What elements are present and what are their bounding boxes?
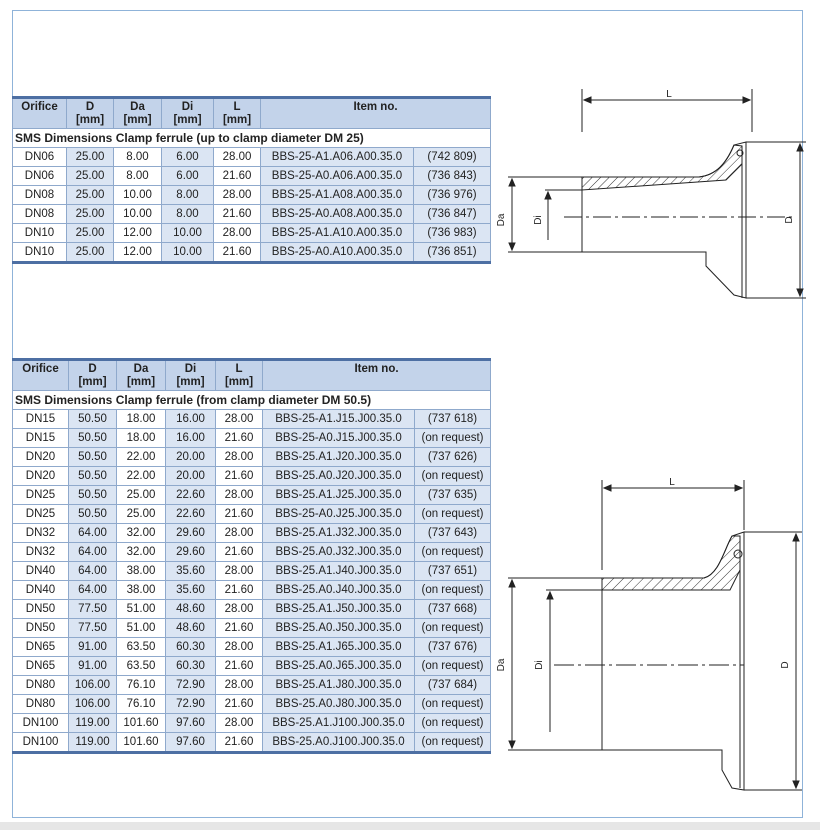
cell-item-code: (on request): [415, 581, 491, 600]
cell-da: 25.00: [117, 486, 166, 505]
table-row: [13, 562, 491, 581]
cell-orifice: DN100: [13, 714, 69, 733]
arrow-head: [545, 192, 551, 199]
cell-item-code: (on request): [415, 714, 491, 733]
cell-d: 77.50: [69, 619, 117, 638]
cell-d: 50.50: [69, 429, 117, 448]
cell-item-code: (742 809): [414, 148, 491, 167]
cell-l: 28.00: [214, 148, 261, 167]
cell-d: 25.00: [67, 148, 114, 167]
arrow-head: [584, 97, 591, 103]
cell-di: 60.30: [166, 657, 216, 676]
cell-orifice: DN65: [13, 638, 69, 657]
cell-item-code: (736 983): [414, 224, 491, 243]
cell-l: 28.00: [216, 714, 263, 733]
cell-di: 6.00: [162, 148, 214, 167]
table-title-row: [13, 391, 491, 410]
arrow-head: [797, 144, 803, 151]
header-da: Da [mm]: [114, 98, 162, 129]
cell-d: 25.00: [67, 167, 114, 186]
cell-item-code: (737 635): [415, 486, 491, 505]
cell-orifice: DN15: [13, 410, 69, 429]
table-row: [13, 224, 491, 243]
table-title: SMS Dimensions Clamp ferrule (up to clamp diameter DM 25): [13, 129, 491, 148]
cell-da: 76.10: [117, 695, 166, 714]
cell-di: 8.00: [162, 205, 214, 224]
cell-d: 119.00: [69, 714, 117, 733]
table-row: [13, 186, 491, 205]
cell-di: 10.00: [162, 243, 214, 263]
cell-da: 22.00: [117, 467, 166, 486]
ferrule-wall: [602, 536, 740, 590]
cell-da: 32.00: [117, 543, 166, 562]
cell-item-no: BBS-25.A1.J65.J00.35.0: [263, 638, 415, 657]
cell-item-no: BBS-25-A0.J25.J00.35.0: [263, 505, 415, 524]
cell-item-code: (737 626): [415, 448, 491, 467]
cell-da: 101.60: [117, 714, 166, 733]
cell-orifice: DN32: [13, 543, 69, 562]
cell-item-no: BBS-25.A0.J40.J00.35.0: [263, 581, 415, 600]
ferrule-drawing-dm25: [494, 80, 809, 305]
table-row: [13, 148, 491, 167]
header-d: D [mm]: [69, 360, 117, 391]
arrow-head: [509, 179, 515, 186]
cell-item-code: (737 684): [415, 676, 491, 695]
cell-item-code: (on request): [415, 733, 491, 753]
cell-l: 28.00: [216, 676, 263, 695]
cell-l: 21.60: [216, 733, 263, 753]
cell-l: 21.60: [214, 243, 261, 263]
cell-da: 12.00: [114, 243, 162, 263]
cell-da: 18.00: [117, 410, 166, 429]
cell-da: 51.00: [117, 600, 166, 619]
arrow-head: [604, 485, 611, 491]
cell-item-code: (on request): [415, 467, 491, 486]
cell-da: 76.10: [117, 676, 166, 695]
cell-item-no: BBS-25.A1.J20.J00.35.0: [263, 448, 415, 467]
cell-item-no: BBS-25.A0.J32.J00.35.0: [263, 543, 415, 562]
cell-orifice: DN40: [13, 581, 69, 600]
table-row: [13, 410, 491, 429]
cell-d: 106.00: [69, 676, 117, 695]
cell-di: 22.60: [166, 505, 216, 524]
cell-orifice: DN80: [13, 676, 69, 695]
table-row: [13, 467, 491, 486]
header-l: L [mm]: [216, 360, 263, 391]
cell-di: 72.90: [166, 676, 216, 695]
cell-di: 35.60: [166, 581, 216, 600]
table-row: [13, 524, 491, 543]
table-row: [13, 657, 491, 676]
table-row: [13, 619, 491, 638]
cell-da: 8.00: [114, 167, 162, 186]
ferrule-drawing-dm50: [494, 470, 809, 800]
table-title-row: [13, 129, 491, 148]
cell-item-no: BBS-25.A0.J100.J00.35.0: [263, 733, 415, 753]
table-row: [13, 243, 491, 263]
cell-item-code: (736 843): [414, 167, 491, 186]
cell-item-code: (on request): [415, 695, 491, 714]
cell-item-no: BBS-25.A1.J50.J00.35.0: [263, 600, 415, 619]
cell-d: 91.00: [69, 638, 117, 657]
cell-item-code: (on request): [415, 619, 491, 638]
cell-item-code: (737 618): [415, 410, 491, 429]
cell-item-no: BBS-25.A0.J65.J00.35.0: [263, 657, 415, 676]
cell-item-code: (on request): [415, 543, 491, 562]
cell-item-no: BBS-25-A1.J15.J00.35.0: [263, 410, 415, 429]
label-da: Da: [496, 658, 507, 672]
cell-orifice: DN50: [13, 600, 69, 619]
bottom-strip: [0, 822, 820, 830]
table-row: [13, 714, 491, 733]
cell-item-no: BBS-25.A0.J20.J00.35.0: [263, 467, 415, 486]
cell-d: 64.00: [69, 543, 117, 562]
cell-di: 20.00: [166, 467, 216, 486]
table-row: [13, 733, 491, 753]
cell-d: 25.00: [67, 186, 114, 205]
cell-d: 50.50: [69, 505, 117, 524]
cell-orifice: DN08: [13, 205, 67, 224]
header-l: L [mm]: [214, 98, 261, 129]
cell-orifice: DN32: [13, 524, 69, 543]
cell-l: 21.60: [216, 543, 263, 562]
arrow-head: [793, 534, 799, 541]
cell-item-no: BBS-25.A1.J32.J00.35.0: [263, 524, 415, 543]
cell-orifice: DN25: [13, 486, 69, 505]
table-row: [13, 429, 491, 448]
cell-di: 29.60: [166, 543, 216, 562]
cell-di: 35.60: [166, 562, 216, 581]
cell-l: 21.60: [216, 619, 263, 638]
cell-orifice: DN80: [13, 695, 69, 714]
cell-item-code: (on request): [415, 657, 491, 676]
ferrule-wall: [582, 145, 742, 190]
cell-l: 21.60: [216, 581, 263, 600]
cell-l: 28.00: [216, 448, 263, 467]
table-header-row: [13, 98, 491, 129]
cell-da: 18.00: [117, 429, 166, 448]
cell-item-no: BBS-25.A1.J25.J00.35.0: [263, 486, 415, 505]
label-di: Di: [533, 215, 544, 225]
cell-d: 119.00: [69, 733, 117, 753]
cell-l: 21.60: [216, 695, 263, 714]
cell-l: 21.60: [216, 505, 263, 524]
cell-d: 64.00: [69, 562, 117, 581]
cell-item-no: BBS-25-A1.A08.A00.35.0: [261, 186, 414, 205]
header-di: Di [mm]: [166, 360, 216, 391]
cell-da: 51.00: [117, 619, 166, 638]
arrow-head: [547, 592, 553, 599]
cell-d: 25.00: [67, 224, 114, 243]
cell-d: 25.00: [67, 205, 114, 224]
cell-d: 50.50: [69, 467, 117, 486]
cell-orifice: DN20: [13, 467, 69, 486]
label-d: D: [784, 216, 795, 224]
cell-item-no: BBS-25.A1.J40.J00.35.0: [263, 562, 415, 581]
cell-item-no: BBS-25.A0.J80.J00.35.0: [263, 695, 415, 714]
cell-l: 21.60: [216, 467, 263, 486]
cell-di: 48.60: [166, 619, 216, 638]
table-row: [13, 543, 491, 562]
table-title: SMS Dimensions Clamp ferrule (from clamp diameter DM 50.5): [13, 391, 491, 410]
cell-d: 64.00: [69, 524, 117, 543]
header-item-no: Item no.: [263, 360, 491, 391]
table-row: [13, 505, 491, 524]
label-da: Da: [496, 213, 507, 227]
cell-item-no: BBS-25.A1.J80.J00.35.0: [263, 676, 415, 695]
table-row: [13, 676, 491, 695]
cell-l: 21.60: [214, 167, 261, 186]
arrow-head: [509, 741, 515, 748]
cell-orifice: DN100: [13, 733, 69, 753]
cell-l: 21.60: [214, 205, 261, 224]
cell-di: 48.60: [166, 600, 216, 619]
label-d: D: [780, 661, 791, 669]
cell-di: 97.60: [166, 733, 216, 753]
cell-orifice: DN15: [13, 429, 69, 448]
table-row: [13, 638, 491, 657]
cell-l: 21.60: [216, 429, 263, 448]
cell-da: 22.00: [117, 448, 166, 467]
cell-orifice: DN65: [13, 657, 69, 676]
cell-di: 10.00: [162, 224, 214, 243]
cell-d: 77.50: [69, 600, 117, 619]
header-da: Da [mm]: [117, 360, 166, 391]
cell-item-no: BBS-25-A0.J15.J00.35.0: [263, 429, 415, 448]
table-row: [13, 695, 491, 714]
table-row: [13, 486, 491, 505]
cell-da: 10.00: [114, 205, 162, 224]
dimensions-table-dm50: [12, 358, 491, 754]
cell-item-code: (736 976): [414, 186, 491, 205]
cell-item-code: (737 643): [415, 524, 491, 543]
cell-orifice: DN06: [13, 148, 67, 167]
label-di: Di: [534, 660, 545, 670]
cell-da: 63.50: [117, 638, 166, 657]
cell-item-code: (737 668): [415, 600, 491, 619]
header-orifice: Orifice: [13, 360, 69, 391]
table-row: [13, 600, 491, 619]
cell-l: 28.00: [216, 600, 263, 619]
cell-da: 63.50: [117, 657, 166, 676]
cell-di: 22.60: [166, 486, 216, 505]
arrow-head: [509, 580, 515, 587]
cell-l: 28.00: [216, 524, 263, 543]
cell-d: 64.00: [69, 581, 117, 600]
cell-d: 50.50: [69, 486, 117, 505]
cell-di: 20.00: [166, 448, 216, 467]
cell-orifice: DN40: [13, 562, 69, 581]
cell-di: 72.90: [166, 695, 216, 714]
cell-orifice: DN10: [13, 243, 67, 263]
cell-da: 25.00: [117, 505, 166, 524]
cell-item-no: BBS-25-A0.A10.A00.35.0: [261, 243, 414, 263]
cell-d: 50.50: [69, 410, 117, 429]
cell-d: 25.00: [67, 243, 114, 263]
cell-l: 28.00: [214, 224, 261, 243]
arrow-head: [797, 289, 803, 296]
cell-l: 28.00: [214, 186, 261, 205]
table-header-row: [13, 360, 491, 391]
cell-item-code: (on request): [415, 429, 491, 448]
cell-da: 38.00: [117, 562, 166, 581]
cell-da: 101.60: [117, 733, 166, 753]
cell-l: 28.00: [216, 562, 263, 581]
cell-orifice: DN10: [13, 224, 67, 243]
table-row: [13, 448, 491, 467]
table-row: [13, 581, 491, 600]
cell-l: 28.00: [216, 410, 263, 429]
arrow-head: [509, 243, 515, 250]
header-di: Di [mm]: [162, 98, 214, 129]
cell-item-code: (737 651): [415, 562, 491, 581]
cell-item-code: (736 847): [414, 205, 491, 224]
header-item-no: Item no.: [261, 98, 491, 129]
cell-item-code: (736 851): [414, 243, 491, 263]
cell-item-code: (on request): [415, 505, 491, 524]
arrow-head: [743, 97, 750, 103]
cell-item-no: BBS-25-A0.A08.A00.35.0: [261, 205, 414, 224]
cell-di: 60.30: [166, 638, 216, 657]
cell-orifice: DN06: [13, 167, 67, 186]
cell-d: 106.00: [69, 695, 117, 714]
cell-di: 97.60: [166, 714, 216, 733]
cell-da: 10.00: [114, 186, 162, 205]
cell-di: 8.00: [162, 186, 214, 205]
dimensions-table-dm25: [12, 96, 491, 264]
label-l: L: [666, 89, 672, 100]
cell-orifice: DN20: [13, 448, 69, 467]
cell-item-no: BBS-25-A1.A06.A00.35.0: [261, 148, 414, 167]
header-d: D [mm]: [67, 98, 114, 129]
table-row: [13, 167, 491, 186]
cell-item-code: (737 676): [415, 638, 491, 657]
cell-da: 32.00: [117, 524, 166, 543]
cell-da: 12.00: [114, 224, 162, 243]
arrow-head: [793, 781, 799, 788]
cell-l: 21.60: [216, 657, 263, 676]
cell-item-no: BBS-25-A0.A06.A00.35.0: [261, 167, 414, 186]
table-row: [13, 205, 491, 224]
cell-da: 38.00: [117, 581, 166, 600]
cell-l: 28.00: [216, 486, 263, 505]
cell-di: 29.60: [166, 524, 216, 543]
cell-item-no: BBS-25-A1.A10.A00.35.0: [261, 224, 414, 243]
cell-d: 91.00: [69, 657, 117, 676]
arrow-head: [735, 485, 742, 491]
cell-item-no: BBS-25.A1.J100.J00.35.0: [263, 714, 415, 733]
cell-orifice: DN50: [13, 619, 69, 638]
cell-orifice: DN08: [13, 186, 67, 205]
header-orifice: Orifice: [13, 98, 67, 129]
cell-da: 8.00: [114, 148, 162, 167]
cell-d: 50.50: [69, 448, 117, 467]
cell-item-no: BBS-25.A0.J50.J00.35.0: [263, 619, 415, 638]
cell-di: 16.00: [166, 410, 216, 429]
label-l: L: [669, 477, 675, 488]
cell-l: 28.00: [216, 638, 263, 657]
cell-orifice: DN25: [13, 505, 69, 524]
cell-di: 6.00: [162, 167, 214, 186]
cell-di: 16.00: [166, 429, 216, 448]
